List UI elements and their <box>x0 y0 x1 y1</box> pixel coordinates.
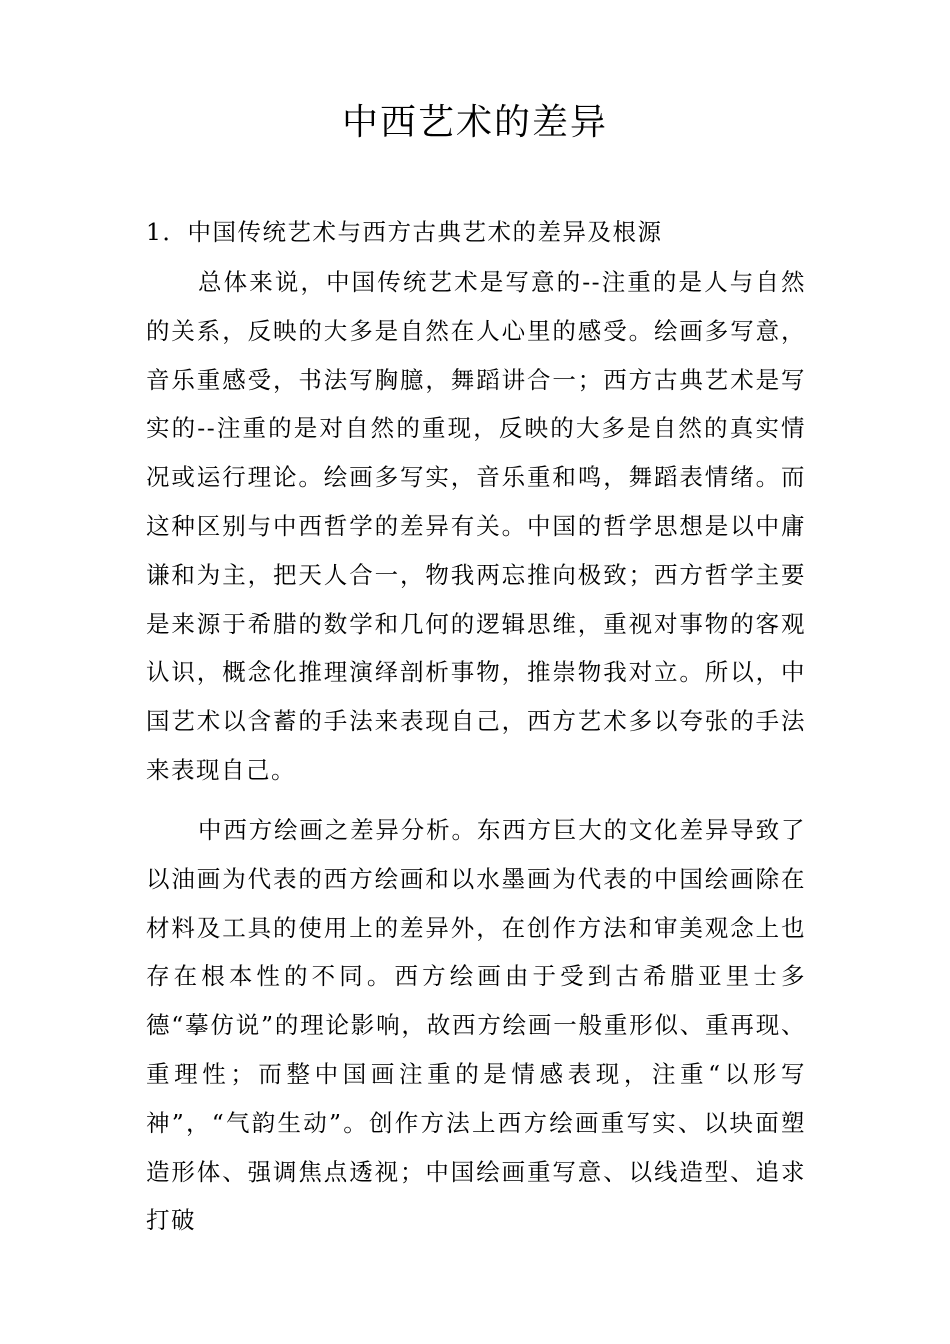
body-paragraph: 中西方绘画之差异分析。东西方巨大的文化差异导致了以油画为代表的西方绘画和以水墨画为代表的中国绘画除在材料及工具的使用上的差异外，在创作方法和审美观念上也存在根本性的不同。西方绘画由于受到古希腊亚里士多德“摹仿说”的理论影响，故西方绘画一般重形似、重再现、重理性；而整中国画注重的是情感表现，注重“以形写神”，“气韵生动”。创作方法上西方绘画重写实、以块面塑造形体、强调焦点透视；中国绘画重写意、以线造型、追求打破 <box>146 816 806 1235</box>
section-heading: 1．中国传统艺术与西方古典艺术的差异及根源 <box>146 218 663 246</box>
body-paragraph: 总体来说，中国传统艺术是写意的--注重的是人与自然的关系，反映的大多是自然在人心里的感受。绘画多写意，音乐重感受，书法写胸臆，舞蹈讲合一；西方古典艺术是写实的--注重的是对自然的重现，反映的大多是自然的真实情况或运行理论。绘画多写实，音乐重和鸣，舞蹈表情绪。而这种区别与中西哲学的差异有关。中国的哲学思想是以中庸谦和为主，把天人合一，物我两忘推向极致；西方哲学主要是来源于希腊的数学和几何的逻辑思维，重视对事物的客观认识，概念化推理演绎剖析事物，推崇物我对立。所以，中国艺术以含蓄的手法来表现自己，西方艺术多以夸张的手法来表现自己。 <box>146 268 806 784</box>
document-title: 中西艺术的差异 <box>341 102 608 143</box>
